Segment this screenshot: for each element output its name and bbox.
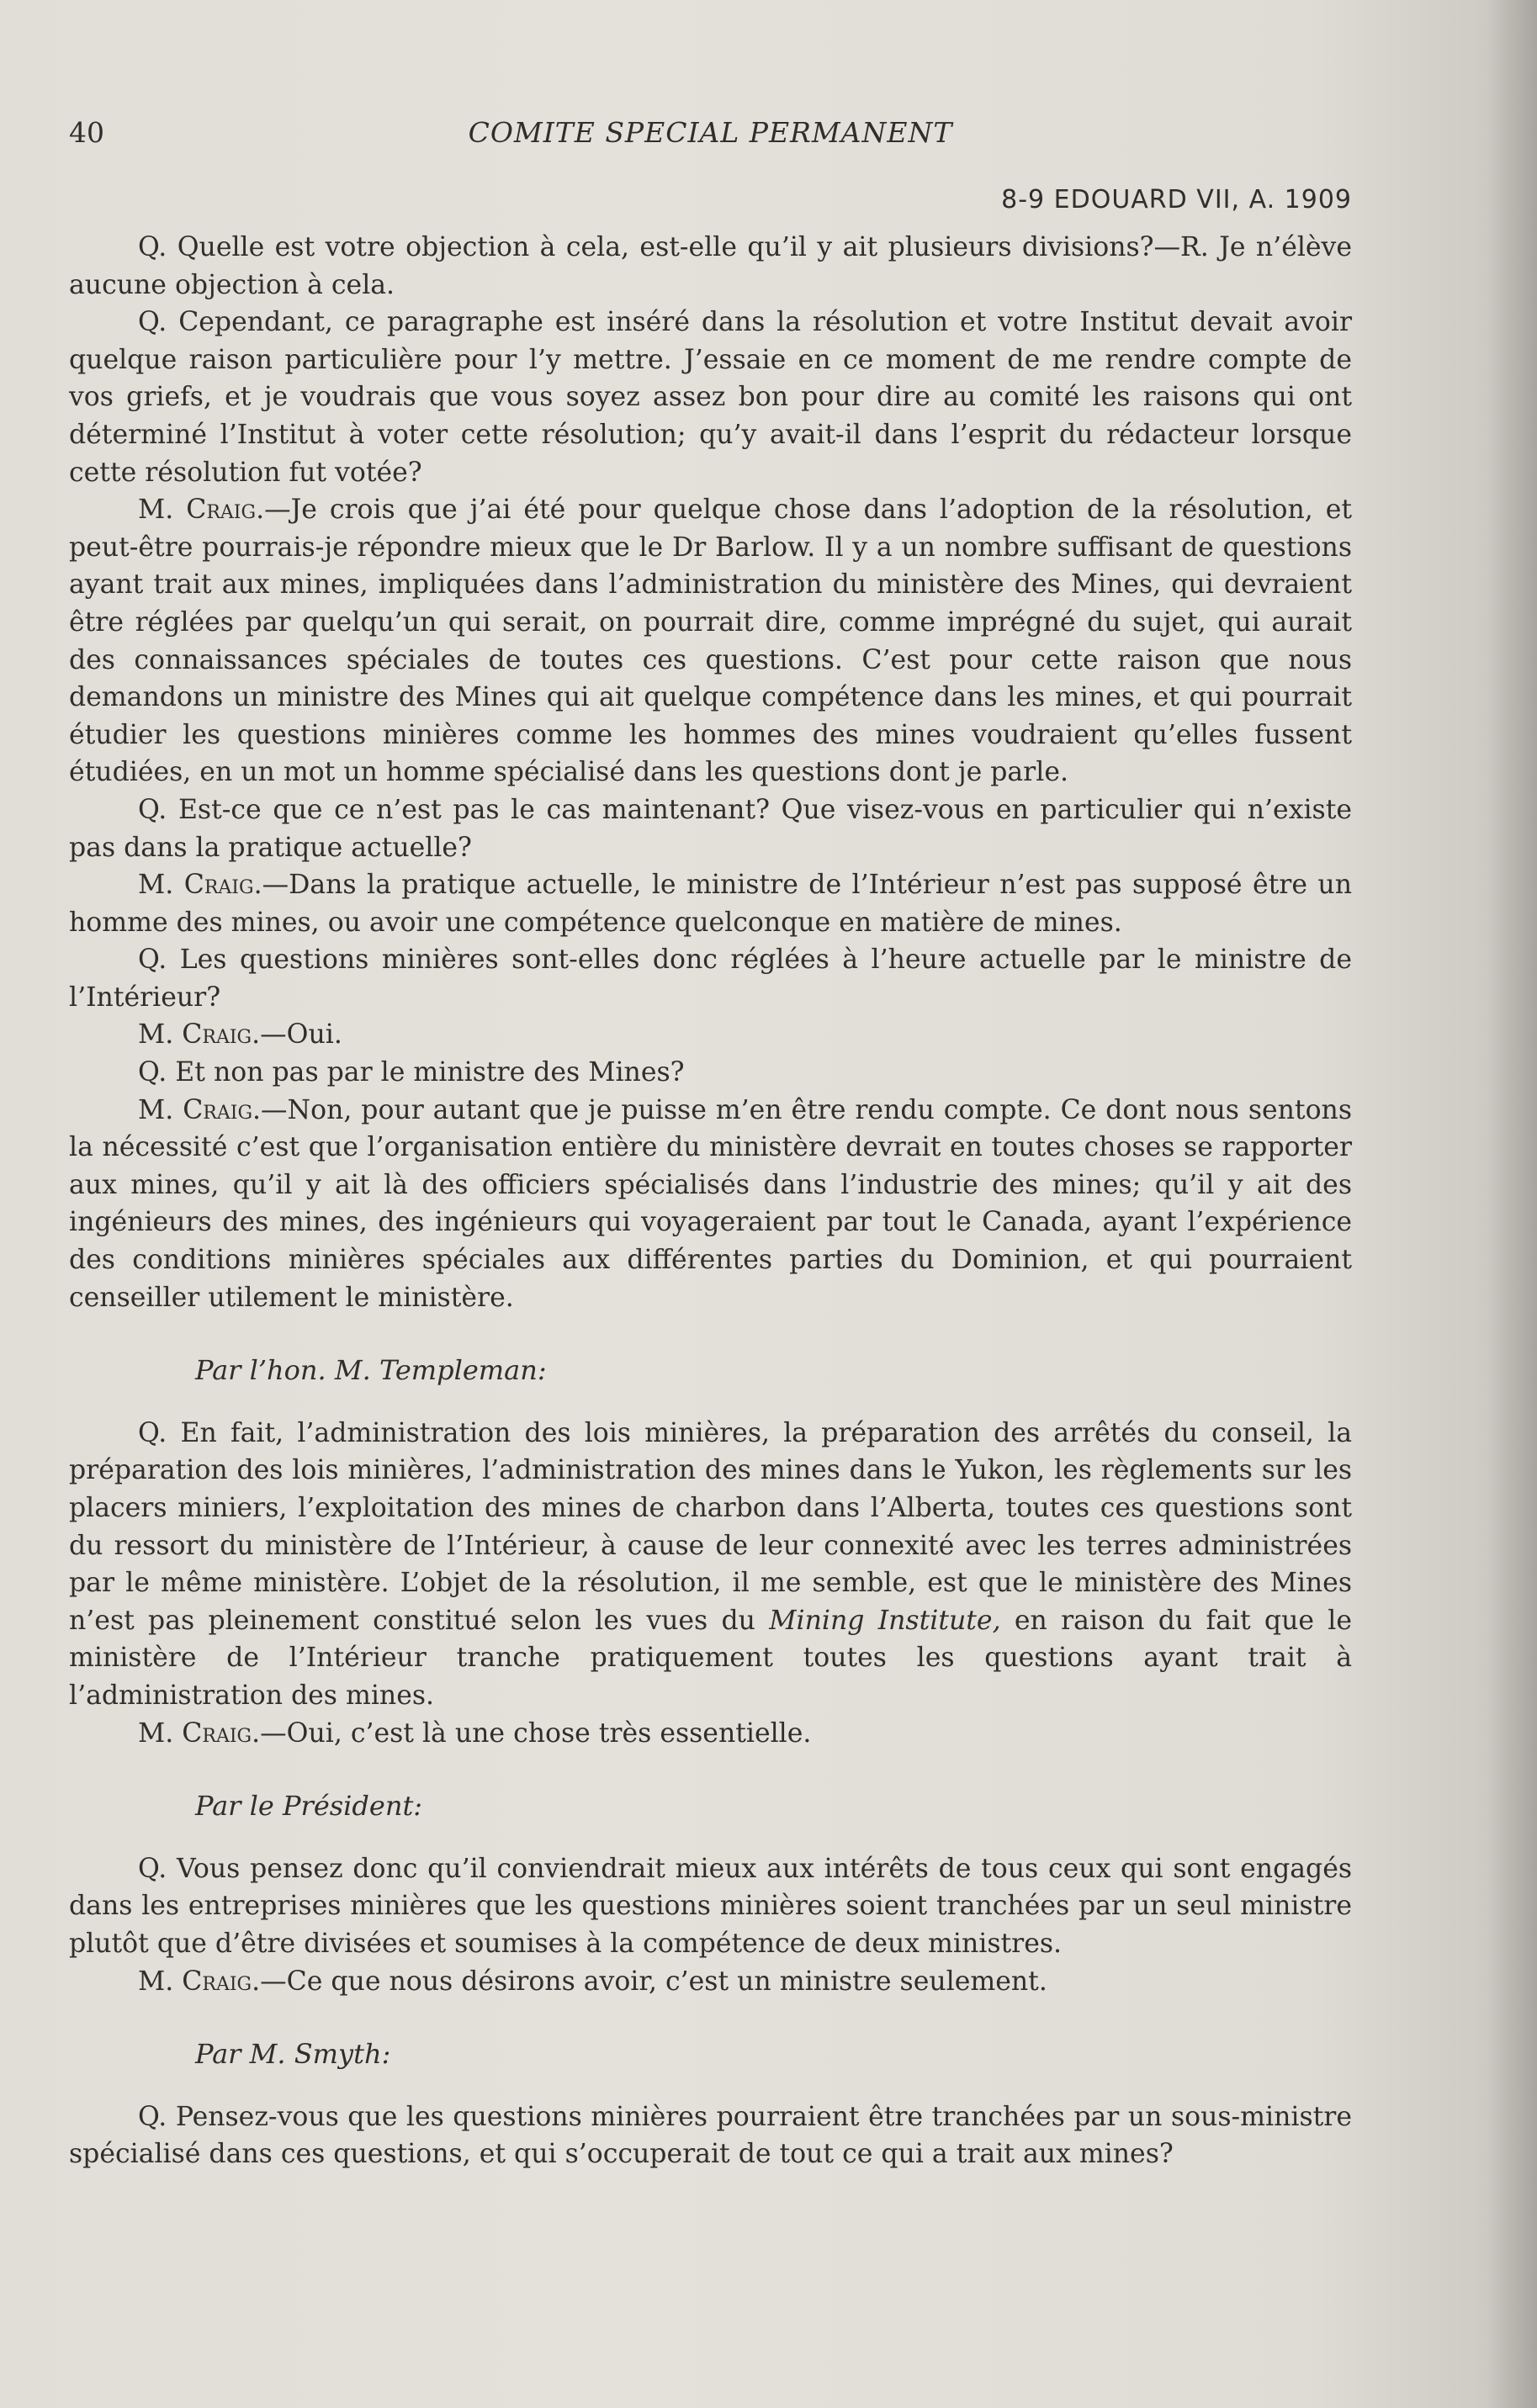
paragraph [69, 1963, 1352, 2001]
paragraph [69, 1715, 1352, 1753]
paragraph [69, 941, 1352, 1016]
paragraph [69, 1016, 1352, 1054]
paragraph [69, 1850, 1352, 1963]
question-marker: Q. [138, 2101, 167, 2132]
page-edge-shadow [1487, 0, 1537, 2408]
paragraph [69, 304, 1352, 491]
running-header [69, 116, 1352, 153]
paragraph-text: Et non pas par le ministre des Mines? [175, 1057, 685, 1088]
paragraph [69, 491, 1352, 791]
paragraph-text: .—Oui, c’est là une chose très essentielle. [252, 1717, 812, 1749]
page-body [69, 229, 1352, 2173]
page-number: 40 [69, 116, 104, 149]
speaker-heading: Par l’hon. M. Templeman: [195, 1354, 547, 1387]
paragraph-text: .—Oui. [252, 1019, 342, 1051]
speaker-name: Craig [183, 870, 254, 901]
question-marker: Q. [138, 232, 167, 262]
speaker-prefix: M. [138, 1019, 174, 1051]
paragraph-text: .—Non, pour autant que je puisse m’en être rendu compte. Ce dont nous sentons la nécessité c’est que l’organisation entière du ministère devrait en toutes choses se rapporter aux mines, qu’il y ait là des officiers spécialisés dans l’industrie des mines; qu’il y ait des ingénieurs des mines, des ingénieurs qui voyageraient par tout le Canada, ayant l’expérience des conditions minières spéciales aux différentes parties du Dominion, et qui pourraient censeiller utilement le ministère. [69, 1094, 1352, 1313]
speaker-name: Craig [183, 1094, 253, 1125]
speaker-prefix: M. [138, 1094, 174, 1125]
italic-term: Mining Institute, [769, 1605, 1001, 1636]
question-marker: Q. [138, 1417, 167, 1448]
speaker-heading: Par M. Smyth: [195, 2038, 391, 2071]
paragraph-text: Quelle est votre objection à cela, est-elle qu’il y ait plusieurs divisions?—R. Je n’élève aucune objection à cela. [69, 232, 1352, 300]
session-line: 8-9 EDOUARD VII, A. 1909 [1001, 185, 1352, 214]
paragraph-text: Pensez-vous que les questions minières pourraient être tranchées par un sous-ministre spécialisé dans ces questions, et qui s’occuperait de tout ce qui a trait aux mines? [69, 2101, 1353, 2170]
question-marker: Q. [138, 794, 167, 825]
speaker-prefix: M. [138, 870, 174, 901]
question-marker: Q. [138, 1853, 167, 1884]
paragraph-text: en raison du fait que le ministère de l’Intérieur tranche pratiquement toutes les questions ayant trait à l’administration des mines. [69, 1605, 1353, 1711]
paragraph-text: .—Ce que nous désirons avoir, c’est un ministre seulement. [252, 1966, 1047, 1997]
paragraph-text: Cependant, ce paragraphe est inséré dans la résolution et votre Institut devait avoir quelque raison particulière pour l’y mettre. J’essaie en ce moment de me rendre compte de vos griefs, et je voudrais que vous soyez assez bon pour dire au comité les raisons qui ont déterminé l’Institut à voter cette résolution; qu’y avait-il dans l’esprit du rédacteur lorsque cette résolution fut votée? [69, 307, 1353, 488]
speaker-prefix: M. [138, 1717, 174, 1749]
paragraph [69, 1415, 1352, 1715]
question-marker: Q. [138, 945, 167, 976]
speaker-name: Craig [182, 1966, 252, 1997]
paragraph-text: .—Dans la pratique actuelle, le ministre de l’Intérieur n’est pas supposé être un homme des mines, ou avoir une compétence quelconque en matière de mines. [69, 870, 1352, 938]
speaker-heading: Par le Président: [195, 1790, 423, 1823]
paragraph-text: Vous pensez donc qu’il conviendrait mieux aux intérêts de tous ceux qui sont engagés dans les entreprises minières que les questions minières soient tranchées par un seul ministre plutôt que d’être divisées et soumises à la compétence de deux ministres. [69, 1853, 1353, 1959]
paragraph [69, 1092, 1352, 1317]
paragraph [69, 866, 1352, 941]
paragraph [69, 791, 1352, 866]
paragraph-text: Les questions minières sont-elles donc réglées à l’heure actuelle par le ministre de l’Intérieur? [69, 945, 1352, 1013]
speaker-prefix: M. [138, 495, 174, 526]
speaker-name: Craig [182, 1717, 252, 1749]
paragraph-text: .—Je crois que j’ai été pour quelque chose dans l’adoption de la résolution, et peut-être pourrais-je répondre mieux que le Dr Barlow. Il y a un nombre suffisant de questions ayant trait aux mines, impliquées dans l’administration du ministère des Mines, qui devraient être réglées par quelqu’un qui serait, on pourrait dire, comme imprégné du sujet, qui aurait des connaissances spéciales de toutes ces questions. C’est pour cette raison que nous demandons un ministre des Mines qui ait quelque compétence dans les mines, et qui pourrait étudier les questions minières comme les hommes des mines voudraient qu’elles fussent étudiées, en un mot un homme spécialisé dans les questions dont je parle. [69, 495, 1353, 788]
paragraph [69, 1054, 1352, 1092]
paragraph-text: Est-ce que ce n’est pas le cas maintenant? Que visez-vous en particulier qui n’existe pas dans la pratique actuelle? [69, 794, 1353, 863]
speaker-name: Craig [186, 495, 257, 526]
running-title: COMITE SPECIAL PERMANENT [468, 116, 953, 149]
paragraph [69, 229, 1352, 304]
paragraph [69, 2098, 1352, 2173]
speaker-name: Craig [182, 1019, 252, 1051]
question-marker: Q. [138, 307, 167, 338]
question-marker: Q. [138, 1057, 167, 1088]
paragraph-text: En fait, l’administration des lois minières, la préparation des arrêtés du conseil, la préparation des lois minières, l’administration des mines dans le Yukon, les règlements sur les placers miniers, l’exploitation des mines de charbon dans l’Alberta, toutes ces questions sont du ressort du ministère de l’Intérieur, à cause de leur connexité avec les terres administrées par le même ministère. L’objet de la résolution, il me semble, est que le ministère des Mines n’est pas pleinement constitué selon les vues du [69, 1417, 1352, 1636]
speaker-prefix: M. [138, 1966, 174, 1997]
